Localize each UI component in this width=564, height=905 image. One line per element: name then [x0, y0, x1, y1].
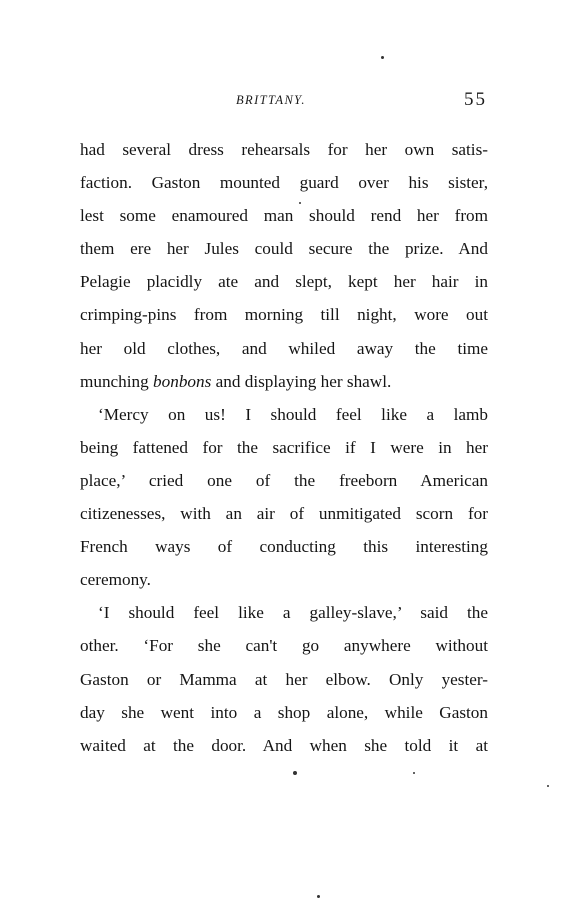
text-line: crimping-pins from morning till night, wore out: [80, 305, 488, 325]
text-line: French ways of conducting this interesting: [80, 537, 488, 557]
body-text: [80, 133, 488, 762]
scan-speck: [293, 771, 297, 775]
text-line: her old clothes, and whiled away the time: [80, 338, 488, 358]
text-line: munching bonbons and displaying her shawl.: [80, 371, 392, 391]
text-line: other. ‘For she can't go anywhere without: [80, 636, 488, 656]
text-line: lest some enamoured man should rend her from: [80, 206, 488, 226]
running-head: BRITTANY.: [236, 93, 306, 107]
text-line: them ere her Jules could secure the prize. And: [80, 239, 488, 259]
text-line: being fattened for the sacrifice if I were in her: [80, 437, 488, 457]
text-line: Pelagie placidly ate and slept, kept her hair in: [80, 272, 488, 292]
text-line: Gaston or Mamma at her elbow. Only yester-: [80, 669, 488, 689]
text-line: ceremony.: [80, 570, 151, 590]
text-line: had several dress rehearsals for her own satis-: [80, 140, 488, 159]
text-line: day she went into a shop alone, while Gaston: [80, 702, 488, 722]
scan-speck: [317, 895, 320, 898]
text-line: faction. Gaston mounted guard over his sister,: [80, 173, 488, 193]
scan-speck: [299, 202, 301, 204]
page-number: 55: [464, 89, 487, 110]
text-line: place,’ cried one of the freeborn American: [80, 470, 488, 490]
scan-speck: [413, 772, 415, 774]
scan-speck: [547, 785, 549, 787]
text-line: ‘Mercy on us! I should feel like a lamb: [98, 404, 488, 424]
text-line: waited at the door. And when she told it at: [80, 735, 488, 755]
italic-word: bonbons: [153, 371, 212, 391]
text-line: citizenesses, with an air of unmitigated scorn for: [80, 504, 488, 524]
text-line: ‘I should feel like a galley-slave,’ said the: [98, 603, 488, 623]
scan-speck: [381, 56, 384, 59]
